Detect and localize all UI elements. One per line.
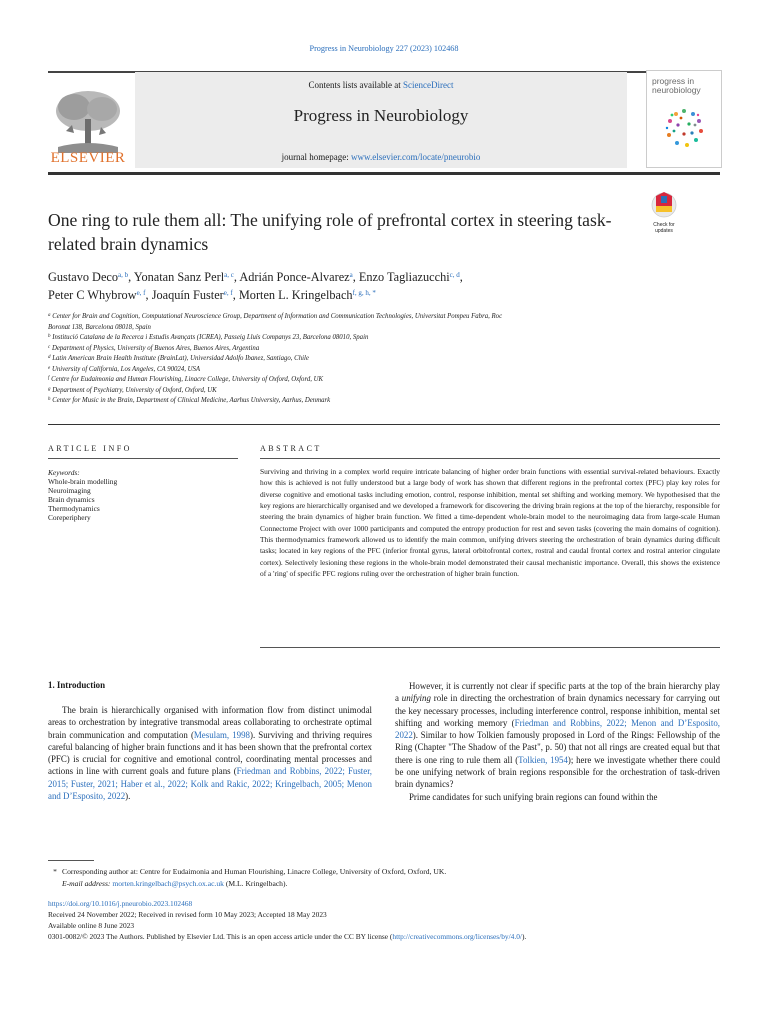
author[interactable] [239, 288, 376, 302]
doi-link[interactable]: https://doi.org/10.1016/j.pneurobio.2023.102468 [48, 899, 193, 908]
affiliation-text: Boronat 138, Barcelona 08018, Spain [48, 323, 151, 331]
cover-title-line1: progress in [652, 76, 695, 86]
affiliation-item [48, 333, 688, 344]
keyword: Brain dynamics [48, 495, 95, 504]
article-info-heading: ARTICLE INFO [48, 444, 132, 453]
crossmark-icon [648, 192, 680, 218]
paragraph-text: role in directing the orchestration of brain dynamics necessary for carrying out the key necessary processes, including interference control, response inhibition, mental set shifting and working memory ( [395, 693, 720, 728]
corresponding-author-footnote [48, 866, 720, 889]
affiliation-key: d [48, 355, 51, 360]
affiliation-text: Center for Music in the Brain, Department of Clinical Medicine, Aarhus University, Aarhus, Denmark [52, 397, 331, 404]
affiliation-item [48, 365, 688, 376]
author-name[interactable]: Peter C Whybrow [48, 288, 137, 302]
affiliation-text: Center for Brain and Cognition, Computational Neuroscience Group, Department of Information and Communication Technologies, Universitat Pompeu Fabra, Roc [52, 313, 503, 320]
affiliation-item [48, 312, 688, 323]
license-link[interactable]: http://creativecommons.org/licenses/by/4.0/ [392, 932, 522, 941]
check-for-updates-badge[interactable] [648, 192, 680, 232]
author-affiliation-marker[interactable]: a [349, 271, 353, 279]
author-list [48, 268, 728, 304]
email-link[interactable]: morten.kringelbach@psych.ox.ac.uk [112, 878, 224, 888]
author-name[interactable]: Gustavo Deco [48, 270, 119, 284]
article-title: One ring to rule them all: The unifying role of prefrontal cortex in steering task-related brain dynamics [48, 210, 612, 254]
author-name[interactable]: Enzo Tagliazucchi [358, 270, 450, 284]
section-divider [48, 424, 720, 425]
abstract-rule [260, 458, 720, 459]
affiliation-key: f [48, 376, 50, 381]
affiliation-item [48, 344, 688, 355]
footnote-email-line [48, 878, 720, 890]
affiliation-key: g [48, 386, 51, 392]
abstract-text: Surviving and thriving in a complex world require intricate balancing of higher order brain functions with essential survival-related behaviours. Exactly how this is achieved is not fully understood but a large body of work has shown that different regions in the prefrontal cortex (PFC) play key roles for diverse cognitive and emotional tasks including emotion, control, response inhibition, mental set shifting and working memory. We hypothesised that the key regions are hierarchically organised and we developed a framework for discovering the driving brain regions at the top of the hierarchy, responsible for steering the brain dynamics of higher brain function. We fitted a time-dependent whole-brain model to the neuroimaging data from large-scale Human Connectome Project with over 1000 participants and computed the entropy production for rest and seven tasks (covering the main domains of cognition). This thermodynamics framework allowed us to identify the main common, unifying drivers steering the orchestration of brain dynamics during difficult tasks; located in key regions of the PFC (inferior frontal gyrus, lateral orbitofrontal cortex, rostral and caudal frontal cortex and rostral anterior cingulate cortex). Selectively lesioning these regions in the whole-brain model demonstrated their causal mechanistic importance. Overall, this shows the existence of a 'ring' of specific PFC regions ruling over the orchestration of higher brain function. [260, 467, 720, 579]
author-name[interactable]: Morten L. Kringelbach [238, 288, 353, 302]
keyword: Thermodynamics [48, 504, 100, 513]
keywords-block [48, 468, 238, 522]
author-affiliation-marker[interactable]: e, f [136, 289, 146, 297]
citation-link[interactable]: Friedman and Robbins, 2022; Fuster, 2015; Fuster, 2021; Haber et al., 2022; Kolk and Rakic, 2022; Kringelbach, 2005; Menon and D’Esposito, 2022 [48, 766, 373, 802]
affiliation-key: h [48, 397, 51, 402]
crossmark-label-line2: updates [655, 227, 673, 234]
intro-paragraph-3: Prime candidates for such unifying brain regions can found within the [409, 791, 658, 802]
keyword: Neuroimaging [48, 486, 91, 495]
journal-homepage-line [135, 152, 627, 162]
author-name[interactable]: Joaquín Fuster [151, 288, 224, 302]
author[interactable] [48, 288, 146, 302]
affiliation-text: Centre for Eudaimonia and Human Flourishing, Linacre College, University of Oxford, Oxford, UK [51, 376, 324, 383]
citation-link[interactable]: Tolkien, 1954 [518, 754, 568, 765]
available-online-date: Available online 8 June 2023 [48, 921, 135, 930]
abstract-bottom-rule [260, 647, 720, 648]
affiliation-text: Department of Physics, University of Buenos Aires, Buenos Aires, Argentina [51, 344, 260, 352]
introduction-heading: 1. Introduction [48, 680, 106, 690]
affiliation-text: University of California, Los Angeles, CA 90024, USA [51, 365, 201, 373]
author-affiliation-marker[interactable]: a, c [224, 271, 234, 279]
sciencedirect-link[interactable]: ScienceDirect [403, 80, 454, 90]
cover-title-line2: neurobiology [652, 85, 701, 95]
author-affiliation-marker[interactable]: a, b [118, 271, 129, 279]
intro-paragraph-2 [395, 680, 720, 791]
contents-prefix: Contents lists available at [308, 80, 403, 90]
author[interactable] [48, 270, 128, 284]
paragraph-text: However, it is currently not clear if specific parts at the top of the brain hierarchy play a [395, 681, 720, 704]
author-name[interactable]: Adrián Ponce-Alvarez [239, 270, 350, 284]
affiliation-key: b [48, 334, 51, 339]
license-line [48, 931, 728, 942]
license-suffix: ). [521, 932, 527, 941]
author[interactable] [134, 270, 234, 284]
author[interactable] [152, 288, 233, 302]
affiliation-item [48, 354, 688, 365]
author-name[interactable]: Yonatan Sanz Perl [133, 270, 225, 284]
author-separator: , [352, 270, 359, 284]
citation-link[interactable]: Mesulam, 1998 [193, 729, 250, 740]
email-label: E-mail address: [62, 878, 113, 888]
header-bottom-rule [48, 172, 720, 175]
author-separator: , [232, 288, 239, 302]
affiliation-list [48, 312, 688, 407]
journal-homepage-link[interactable]: www.elsevier.com/locate/pneurobio [351, 152, 481, 162]
journal-cover-thumbnail[interactable] [646, 70, 722, 168]
affiliation-key: e [48, 365, 51, 371]
affiliation-text: Department of Psychiatry, University of Oxford, Oxford, UK [52, 386, 217, 394]
intro-paragraph-1 [48, 704, 372, 802]
article-footer [48, 898, 728, 942]
license-text: 0301-0082/© 2023 The Authors. Published by Elsevier Ltd. This is an open access article under the CC BY license ( [48, 932, 393, 941]
body-column-right [395, 680, 720, 803]
author-affiliation-marker[interactable]: e, f [223, 289, 233, 297]
author-separator: , [128, 270, 134, 284]
footnote-marker: * [53, 867, 57, 876]
crossmark-label-line1: Check for [653, 222, 675, 228]
author[interactable] [239, 270, 352, 284]
journal-reference[interactable]: Progress in Neurobiology 227 (2023) 102468 [309, 44, 459, 53]
received-dates: Received 24 November 2022; Received in revised form 10 May 2023; Accepted 18 May 2023 [48, 910, 327, 919]
homepage-prefix: journal homepage: [281, 152, 352, 162]
contents-line [135, 80, 627, 90]
affiliation-text: Institució Catalana de la Recerca i Estudis Avançats (ICREA), Passeig Lluís Companys 23, Barcelona 08010, Spain [52, 334, 369, 341]
paragraph-text: The brain is hierarchically organised with information flow from distinct unimodal areas to orchestration by integrative transmodal areas collaborating to orchestrate optimal brain communication and computation ( [48, 705, 372, 740]
footnote-rule [48, 860, 94, 861]
affiliation-item [48, 396, 688, 407]
footnote-text: Corresponding author at: Centre for Eudaimonia and Human Flourishing, Linacre College, University of Oxford, Oxford, UK. [62, 867, 447, 876]
cover-brain-graphic [647, 71, 721, 167]
elsevier-wordmark: ELSEVIER [50, 150, 126, 166]
keyword: Whole-brain modelling [48, 477, 118, 486]
email-suffix: (M.L. Kringelbach). [223, 878, 288, 888]
paragraph-text: ); here we investigate whether there could be one unifying network of brain regions responsible for the orchestration of task-driven brain dynamics? [395, 754, 721, 790]
emphasis-text: unifying [401, 693, 431, 704]
article-info-rule [48, 458, 238, 459]
author-separator: , [233, 270, 240, 284]
keyword: Coreperiphery [48, 513, 91, 522]
affiliation-key: c [48, 344, 51, 350]
paragraph-text: ). Surviving and thriving requires careful balancing of higher brain functions and it has been shown that the prefrontal cortex (PFC) is crucial for cognitive and emotional control, coordinating mental processes and actions in line with current goals and future plans ( [48, 729, 373, 777]
keywords-label: Keywords: [48, 468, 80, 477]
paragraph-text: ). [125, 791, 131, 802]
author-affiliation-marker[interactable]: f, g, h, * [352, 289, 376, 297]
body-column-left [48, 704, 372, 802]
author-separator: , [145, 288, 152, 302]
affiliation-key: a [48, 313, 51, 318]
abstract-heading: ABSTRACT [260, 444, 322, 453]
author[interactable] [359, 270, 460, 284]
paragraph-text: ). Similar to how Tolkien famously proposed in Lord of the Rings: Fellowship of the Ring (Chapter "The Shadow of the Past", p. 50) that not all rings are created equal but that there is one ring to rule them all ( [395, 730, 720, 765]
footnote-line [48, 866, 720, 878]
author-separator: , [459, 270, 463, 284]
affiliation-item [48, 386, 688, 397]
affiliation-text: Latin American Brain Health Institute (BrainLat), Universidad Adolfo Ibanez, Santiago, Chile [52, 355, 309, 362]
citation-link[interactable]: Friedman and Robbins, 2022; Menon and D’Esposito, 2022 [395, 717, 720, 741]
affiliation-item [48, 323, 688, 334]
journal-title: Progress in Neurobiology [293, 106, 469, 125]
affiliation-item [48, 375, 688, 386]
author-affiliation-marker[interactable]: c, d [449, 271, 460, 279]
